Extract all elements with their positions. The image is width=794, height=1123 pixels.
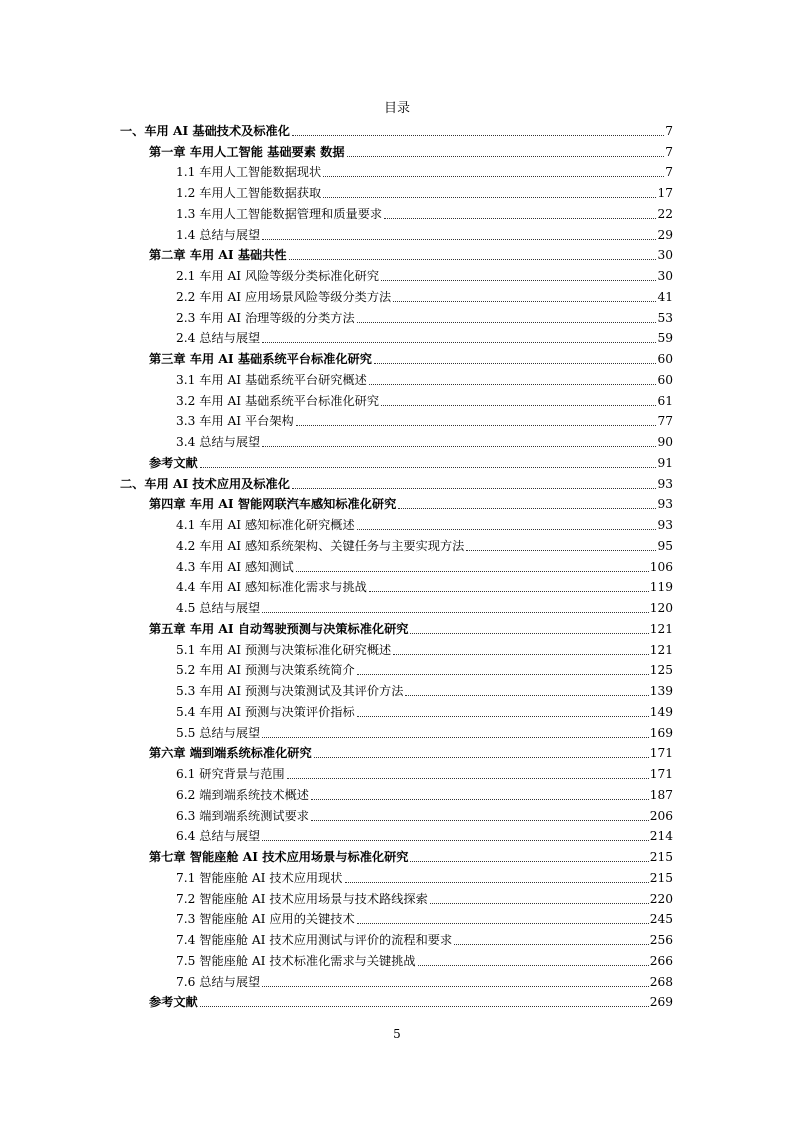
toc-entry-label: 5.1 车用 AI 预测与决策标准化研究概述 (176, 642, 392, 657)
toc-entry-page: 215 (649, 870, 673, 885)
toc-entry-page: 53 (657, 310, 673, 325)
toc-section-entry[interactable] (0, 222, 673, 243)
toc-entry-label: 第四章 车用 AI 智能网联汽车感知标准化研究 (149, 497, 397, 512)
toc-chapter-entry[interactable] (0, 346, 673, 367)
toc-entry-page: 171 (649, 746, 673, 761)
toc-entry-label: 第五章 车用 AI 自动驾驶预测与决策标准化研究 (149, 621, 409, 636)
toc-entry-label: 5.5 总结与展望 (176, 725, 261, 740)
toc-entry-page: 139 (649, 684, 673, 698)
toc-leader-dots (393, 653, 648, 655)
toc-section-entry[interactable] (0, 554, 673, 575)
toc-leader-dots (430, 902, 649, 904)
toc-entry-page: 91 (657, 455, 673, 470)
table-of-contents (0, 118, 794, 1010)
toc-section-entry[interactable] (0, 886, 673, 907)
toc-entry-page: 121 (649, 642, 673, 657)
toc-entry-label: 二、车用 AI 技术应用及标准化 (120, 476, 290, 491)
toc-entry-label: 4.2 车用 AI 感知系统架构、关键任务与主要实现方法 (176, 538, 465, 553)
toc-entry-label: 1.2 车用人工智能数据获取 (176, 186, 322, 200)
toc-entry-page: 41 (657, 289, 673, 304)
toc-entry-page: 169 (649, 725, 673, 740)
toc-section-entry[interactable] (0, 512, 673, 533)
toc-section-entry[interactable] (0, 865, 673, 886)
toc-entry-label: 7.1 智能座舱 AI 技术应用现状 (176, 870, 343, 885)
toc-chapter-entry[interactable] (0, 741, 673, 762)
toc-entry-page: 106 (649, 559, 673, 574)
toc-leader-dots (381, 279, 656, 281)
toc-entry-page: 29 (657, 227, 673, 242)
toc-leader-dots (200, 466, 657, 468)
toc-chapter-entry[interactable] (0, 990, 673, 1011)
toc-section-entry[interactable] (0, 409, 673, 430)
toc-section-entry[interactable] (0, 658, 673, 679)
toc-entry-label: 第七章 智能座舱 AI 技术应用场景与标准化研究 (149, 850, 409, 864)
toc-leader-dots (418, 964, 649, 966)
toc-entry-label: 1.3 车用人工智能数据管理和质量要求 (176, 206, 383, 221)
toc-entry-label: 7.3 智能座舱 AI 应用的关键技术 (176, 912, 355, 927)
toc-entry-page: 59 (657, 331, 673, 346)
toc-entry-page: 121 (649, 621, 673, 636)
toc-section-entry[interactable] (0, 326, 673, 347)
toc-section-entry[interactable] (0, 720, 673, 741)
toc-leader-dots (345, 881, 649, 883)
toc-leader-dots (311, 798, 649, 800)
toc-entry-page: 245 (649, 912, 673, 927)
toc-entry-page: 206 (649, 808, 673, 823)
toc-section-entry[interactable] (0, 761, 673, 782)
toc-section-entry[interactable] (0, 575, 673, 596)
toc-section-entry[interactable] (0, 782, 673, 803)
toc-section-entry[interactable] (0, 263, 673, 284)
toc-entry-page: 7 (665, 144, 673, 159)
toc-leader-dots (369, 383, 657, 385)
toc-entry-page: 149 (649, 704, 673, 719)
toc-entry-label: 1.4 总结与展望 (176, 227, 261, 242)
toc-section-entry[interactable] (0, 388, 673, 409)
toc-section-entry[interactable] (0, 637, 673, 658)
toc-leader-dots (323, 175, 664, 177)
toc-entry-label: 3.3 车用 AI 平台架构 (176, 414, 294, 429)
toc-leader-dots (374, 362, 657, 364)
toc-entry-label: 一、车用 AI 基础技术及标准化 (120, 123, 290, 138)
toc-entry-page: 30 (657, 248, 673, 263)
toc-section-entry[interactable] (0, 699, 673, 720)
toc-entry-page: 90 (657, 435, 673, 449)
toc-leader-dots (393, 300, 656, 302)
toc-entry-page: 214 (649, 829, 673, 844)
toc-leader-dots (405, 694, 648, 696)
toc-leader-dots (292, 134, 664, 136)
toc-entry-page: 60 (657, 352, 673, 366)
toc-entry-label: 第二章 车用 AI 基础共性 (149, 248, 287, 263)
toc-chapter-entry[interactable] (0, 139, 673, 160)
toc-leader-dots (357, 528, 657, 530)
toc-entry-page: 268 (649, 974, 673, 989)
toc-chapter-entry[interactable] (0, 243, 673, 264)
toc-entry-label: 6.3 端到端系统测试要求 (176, 808, 309, 823)
toc-section-entry[interactable] (0, 201, 673, 222)
toc-entry-page: 7 (665, 165, 673, 180)
toc-entry-label: 2.1 车用 AI 风险等级分类标准化研究 (176, 269, 380, 283)
toc-leader-dots (357, 673, 649, 675)
toc-entry-page: 95 (657, 538, 673, 553)
toc-entry-label: 第六章 端到端系统标准化研究 (149, 746, 312, 761)
toc-leader-dots (398, 507, 656, 509)
toc-section-entry[interactable] (0, 803, 673, 824)
toc-leader-dots (369, 590, 649, 592)
toc-leader-dots (357, 922, 649, 924)
toc-leader-dots (381, 404, 656, 406)
toc-section-entry[interactable] (0, 160, 673, 181)
toc-entry-page: 266 (649, 953, 673, 968)
toc-entry-label: 7.6 总结与展望 (176, 974, 261, 989)
toc-entry-page: 120 (649, 601, 673, 615)
toc-entry-label: 2.4 总结与展望 (176, 331, 261, 346)
toc-entry-page: 77 (657, 414, 673, 429)
toc-leader-dots (357, 321, 657, 323)
toc-entry-label: 5.4 车用 AI 预测与决策评价指标 (176, 704, 355, 719)
toc-leader-dots (410, 860, 648, 862)
toc-entry-label: 6.4 总结与展望 (176, 829, 261, 844)
toc-leader-dots (262, 238, 656, 240)
toc-section-entry[interactable] (0, 429, 673, 450)
toc-entry-page: 256 (649, 933, 673, 947)
toc-section-entry[interactable] (0, 533, 673, 554)
toc-entry-label: 6.2 端到端系统技术概述 (176, 787, 309, 802)
toc-entry-page: 60 (657, 372, 673, 387)
toc-section-entry[interactable] (0, 969, 673, 990)
toc-entry-page: 187 (649, 787, 673, 802)
toc-leader-dots (262, 985, 649, 987)
toc-entry-page: 22 (657, 206, 673, 221)
toc-section-entry[interactable] (0, 595, 673, 616)
toc-entry-label: 参考文献 (149, 995, 198, 1010)
toc-leader-dots (292, 487, 657, 489)
toc-entry-label: 3.1 车用 AI 基础系统平台研究概述 (176, 372, 367, 387)
toc-section-entry[interactable] (0, 284, 673, 305)
toc-entry-label: 5.3 车用 AI 预测与决策测试及其评价方法 (176, 684, 404, 698)
toc-entry-label: 1.1 车用人工智能数据现状 (176, 165, 322, 180)
toc-entry-page: 171 (649, 767, 673, 781)
page-number: 5 (393, 1027, 401, 1041)
toc-entry-page: 220 (649, 891, 673, 906)
toc-entry-label: 5.2 车用 AI 预测与决策系统简介 (176, 663, 355, 678)
toc-section-entry[interactable] (0, 927, 673, 948)
toc-entry-page: 93 (657, 518, 673, 532)
toc-leader-dots (410, 632, 648, 634)
toc-section-entry[interactable] (0, 948, 673, 969)
page-title: 目录 (383, 101, 410, 116)
toc-part-entry[interactable] (0, 471, 673, 492)
toc-leader-dots (262, 736, 649, 738)
toc-entry-label: 第三章 车用 AI 基础系统平台标准化研究 (149, 352, 372, 366)
toc-leader-dots (384, 217, 656, 219)
toc-entry-label: 4.3 车用 AI 感知测试 (176, 559, 294, 574)
toc-entry-label: 4.1 车用 AI 感知标准化研究概述 (176, 518, 355, 532)
toc-leader-dots (466, 549, 656, 551)
toc-entry-page: 119 (649, 580, 673, 595)
toc-chapter-entry[interactable] (0, 616, 673, 637)
toc-entry-label: 7.2 智能座舱 AI 技术应用场景与技术路线探索 (176, 891, 428, 906)
toc-leader-dots (296, 570, 649, 572)
toc-entry-page: 215 (649, 850, 673, 864)
toc-chapter-entry[interactable] (0, 450, 673, 471)
toc-entry-label: 3.4 总结与展望 (176, 435, 261, 449)
toc-leader-dots (454, 943, 649, 945)
toc-entry-label: 7.5 智能座舱 AI 技术标准化需求与关键挑战 (176, 953, 416, 968)
toc-part-entry[interactable] (0, 118, 673, 139)
toc-entry-label: 4.4 车用 AI 感知标准化需求与挑战 (176, 580, 367, 595)
toc-entry-label: 2.3 车用 AI 治理等级的分类方法 (176, 310, 355, 325)
toc-leader-dots (314, 756, 649, 758)
toc-entry-label: 3.2 车用 AI 基础系统平台标准化研究 (176, 393, 380, 408)
toc-leader-dots (311, 819, 649, 821)
toc-entry-label: 7.4 智能座舱 AI 技术应用测试与评价的流程和要求 (176, 933, 453, 947)
toc-leader-dots (262, 445, 656, 447)
toc-entry-page: 30 (657, 269, 673, 283)
toc-section-entry[interactable] (0, 678, 673, 699)
toc-entry-label: 第一章 车用人工智能 基础要素 数据 (149, 144, 345, 159)
toc-section-entry[interactable] (0, 305, 673, 326)
toc-leader-dots (262, 611, 649, 613)
toc-entry-label: 参考文献 (149, 455, 198, 470)
toc-section-entry[interactable] (0, 907, 673, 928)
toc-entry-label: 4.5 总结与展望 (176, 601, 261, 615)
toc-entry-page: 269 (649, 995, 673, 1010)
toc-leader-dots (347, 155, 665, 157)
toc-entry-page: 7 (665, 123, 673, 138)
toc-chapter-entry[interactable] (0, 492, 673, 513)
toc-entry-page: 93 (657, 497, 673, 512)
toc-entry-label: 2.2 车用 AI 应用场景风险等级分类方法 (176, 289, 392, 304)
toc-entry-label: 6.1 研究背景与范围 (176, 767, 285, 781)
toc-leader-dots (323, 196, 656, 198)
toc-leader-dots (200, 1005, 649, 1007)
toc-leader-dots (296, 424, 657, 426)
toc-entry-page: 17 (657, 186, 673, 200)
toc-leader-dots (262, 341, 656, 343)
toc-section-entry[interactable] (0, 180, 673, 201)
toc-leader-dots (357, 715, 649, 717)
toc-section-entry[interactable] (0, 367, 673, 388)
toc-entry-page: 61 (657, 393, 673, 408)
toc-leader-dots (262, 839, 649, 841)
toc-entry-page: 125 (649, 663, 673, 678)
toc-entry-page: 93 (657, 476, 673, 491)
toc-section-entry[interactable] (0, 824, 673, 845)
toc-leader-dots (289, 258, 657, 260)
toc-chapter-entry[interactable] (0, 844, 673, 865)
toc-leader-dots (287, 777, 649, 779)
